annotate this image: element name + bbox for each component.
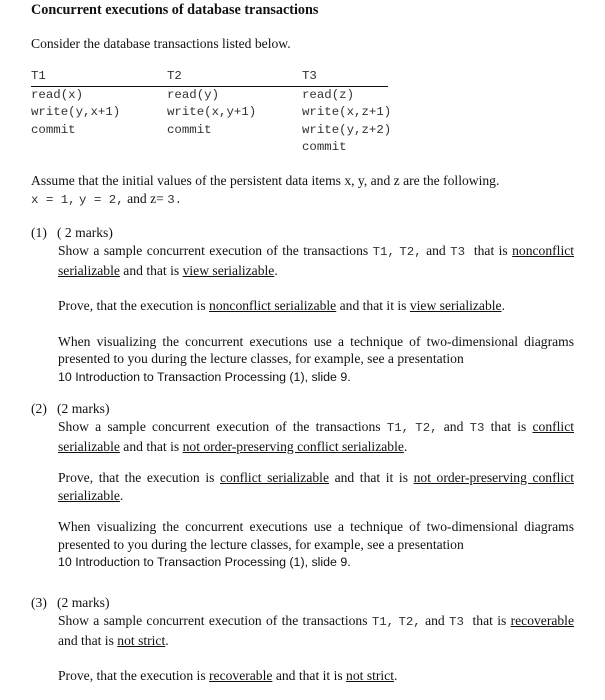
t3-ref: T3 bbox=[469, 421, 485, 435]
question-number: (2) bbox=[31, 401, 47, 416]
transaction-t3 bbox=[302, 68, 392, 157]
property-2: not strict bbox=[346, 668, 394, 683]
period: . bbox=[119, 487, 124, 503]
transaction-op: commit bbox=[302, 140, 347, 154]
and-word: and bbox=[127, 191, 147, 206]
viz-reference: 10 Introduction to Transaction Processing (1), slide 9. bbox=[58, 555, 351, 569]
prove-text: and that it is bbox=[334, 470, 408, 485]
prove-text: and that it is bbox=[275, 668, 343, 683]
transaction-header: T2 bbox=[167, 68, 302, 87]
question-1 bbox=[31, 224, 576, 386]
transaction-op: write(y,z+2) bbox=[302, 122, 392, 137]
t2-ref: T2, bbox=[398, 615, 421, 629]
t3-ref: T3 bbox=[450, 245, 466, 259]
transaction-t1 bbox=[31, 68, 168, 139]
t2-ref: T2, bbox=[399, 245, 422, 259]
question-prove bbox=[58, 297, 574, 315]
transaction-op: read(x) bbox=[31, 87, 84, 102]
assumption-sentence: Assume that the initial values of the persistent data items x, y, and z are the following. bbox=[31, 173, 500, 188]
question-prove bbox=[58, 469, 574, 504]
prove-text: and that it is bbox=[339, 298, 407, 313]
transaction-op: read(z) bbox=[302, 87, 355, 102]
assumption-text bbox=[31, 172, 576, 209]
and-word: and bbox=[426, 243, 446, 258]
period: . bbox=[403, 438, 408, 454]
task-text: and that is bbox=[123, 438, 180, 454]
property-1: nonconflict serializable bbox=[58, 243, 575, 278]
question-number: (3) bbox=[31, 595, 47, 610]
and-word: and bbox=[425, 613, 445, 628]
transaction-op: commit bbox=[31, 122, 76, 137]
transaction-t2 bbox=[167, 68, 302, 139]
period: . bbox=[394, 668, 398, 683]
question-marks: (2 marks) bbox=[57, 401, 110, 416]
prove-text: Prove, that the execution is bbox=[58, 298, 206, 313]
question-prove bbox=[58, 667, 574, 685]
property-1: conflict serializable bbox=[58, 419, 575, 454]
property-2: view serializable bbox=[182, 262, 275, 278]
question-2 bbox=[31, 400, 576, 572]
question-task bbox=[58, 242, 574, 279]
task-text: that is bbox=[473, 243, 508, 258]
task-text: and that is bbox=[58, 632, 114, 648]
task-text: and that is bbox=[123, 262, 180, 278]
period: . bbox=[501, 298, 505, 313]
viz-text: When visualizing the concurrent executions use a technique of two-dimensional diagrams presented to you during the lecture classes, for example, see a presentation bbox=[58, 333, 574, 366]
t3-ref: T3 bbox=[449, 615, 464, 629]
question-viz bbox=[58, 518, 574, 572]
transaction-op: write(x,z+1) bbox=[302, 105, 392, 119]
transaction-op: write(y,x+1) bbox=[31, 105, 121, 119]
question-marks: (2 marks) bbox=[57, 595, 110, 610]
period: . bbox=[274, 262, 278, 278]
transaction-op: read(y) bbox=[167, 87, 220, 102]
transaction-header: T1 bbox=[31, 68, 168, 87]
z-label: z= bbox=[150, 191, 164, 206]
transaction-op: write(x,y+1) bbox=[167, 105, 257, 119]
transaction-header: T3 bbox=[302, 68, 388, 87]
property-2: not order-preserving conflict serializable bbox=[182, 438, 404, 454]
property-1: conflict serializable bbox=[219, 470, 329, 485]
property-2: not order-preserving conflict serializable bbox=[58, 470, 574, 503]
question-marks: ( 2 marks) bbox=[57, 225, 113, 240]
t1-ref: T1, bbox=[386, 421, 410, 435]
page-title: Concurrent executions of database transactions bbox=[31, 2, 319, 18]
property-1: recoverable bbox=[510, 613, 574, 628]
task-text: that is bbox=[490, 419, 527, 434]
and-word: and bbox=[443, 419, 464, 434]
property-1: nonconflict serializable bbox=[209, 298, 337, 313]
prove-text: Prove, that the execution is bbox=[58, 470, 215, 485]
task-text: Show a sample concurrent execution of the transactions bbox=[58, 243, 369, 258]
intro-text: Consider the database transactions listed below. bbox=[31, 36, 291, 51]
task-text: Show a sample concurrent execution of the transactions bbox=[58, 613, 368, 628]
y-value: y = 2, bbox=[79, 193, 124, 207]
property-1: recoverable bbox=[209, 668, 273, 683]
task-text: Show a sample concurrent execution of the transactions bbox=[58, 419, 381, 434]
property-2: view serializable bbox=[409, 298, 502, 313]
question-task bbox=[58, 418, 574, 455]
t2-ref: T2, bbox=[415, 421, 438, 435]
question-viz bbox=[58, 333, 574, 387]
task-text: that is bbox=[472, 613, 507, 628]
z-value: 3. bbox=[167, 193, 183, 207]
t1-ref: T1, bbox=[372, 245, 395, 259]
t1-ref: T1, bbox=[371, 615, 395, 629]
question-task bbox=[58, 612, 574, 649]
question-number: (1) bbox=[31, 225, 47, 240]
viz-reference: 10 Introduction to Transaction Processing (1), slide 9. bbox=[58, 369, 351, 384]
x-value: x = 1, bbox=[31, 193, 76, 207]
question-3 bbox=[31, 594, 576, 685]
period: . bbox=[165, 632, 169, 648]
transaction-op: commit bbox=[167, 122, 212, 137]
viz-text: When visualizing the concurrent executions use a technique of two-dimensional diagrams presented to you during the lecture classes, for example, see a presentation bbox=[58, 519, 574, 552]
property-2: not strict bbox=[117, 632, 166, 648]
prove-text: Prove, that the execution is bbox=[58, 668, 206, 683]
